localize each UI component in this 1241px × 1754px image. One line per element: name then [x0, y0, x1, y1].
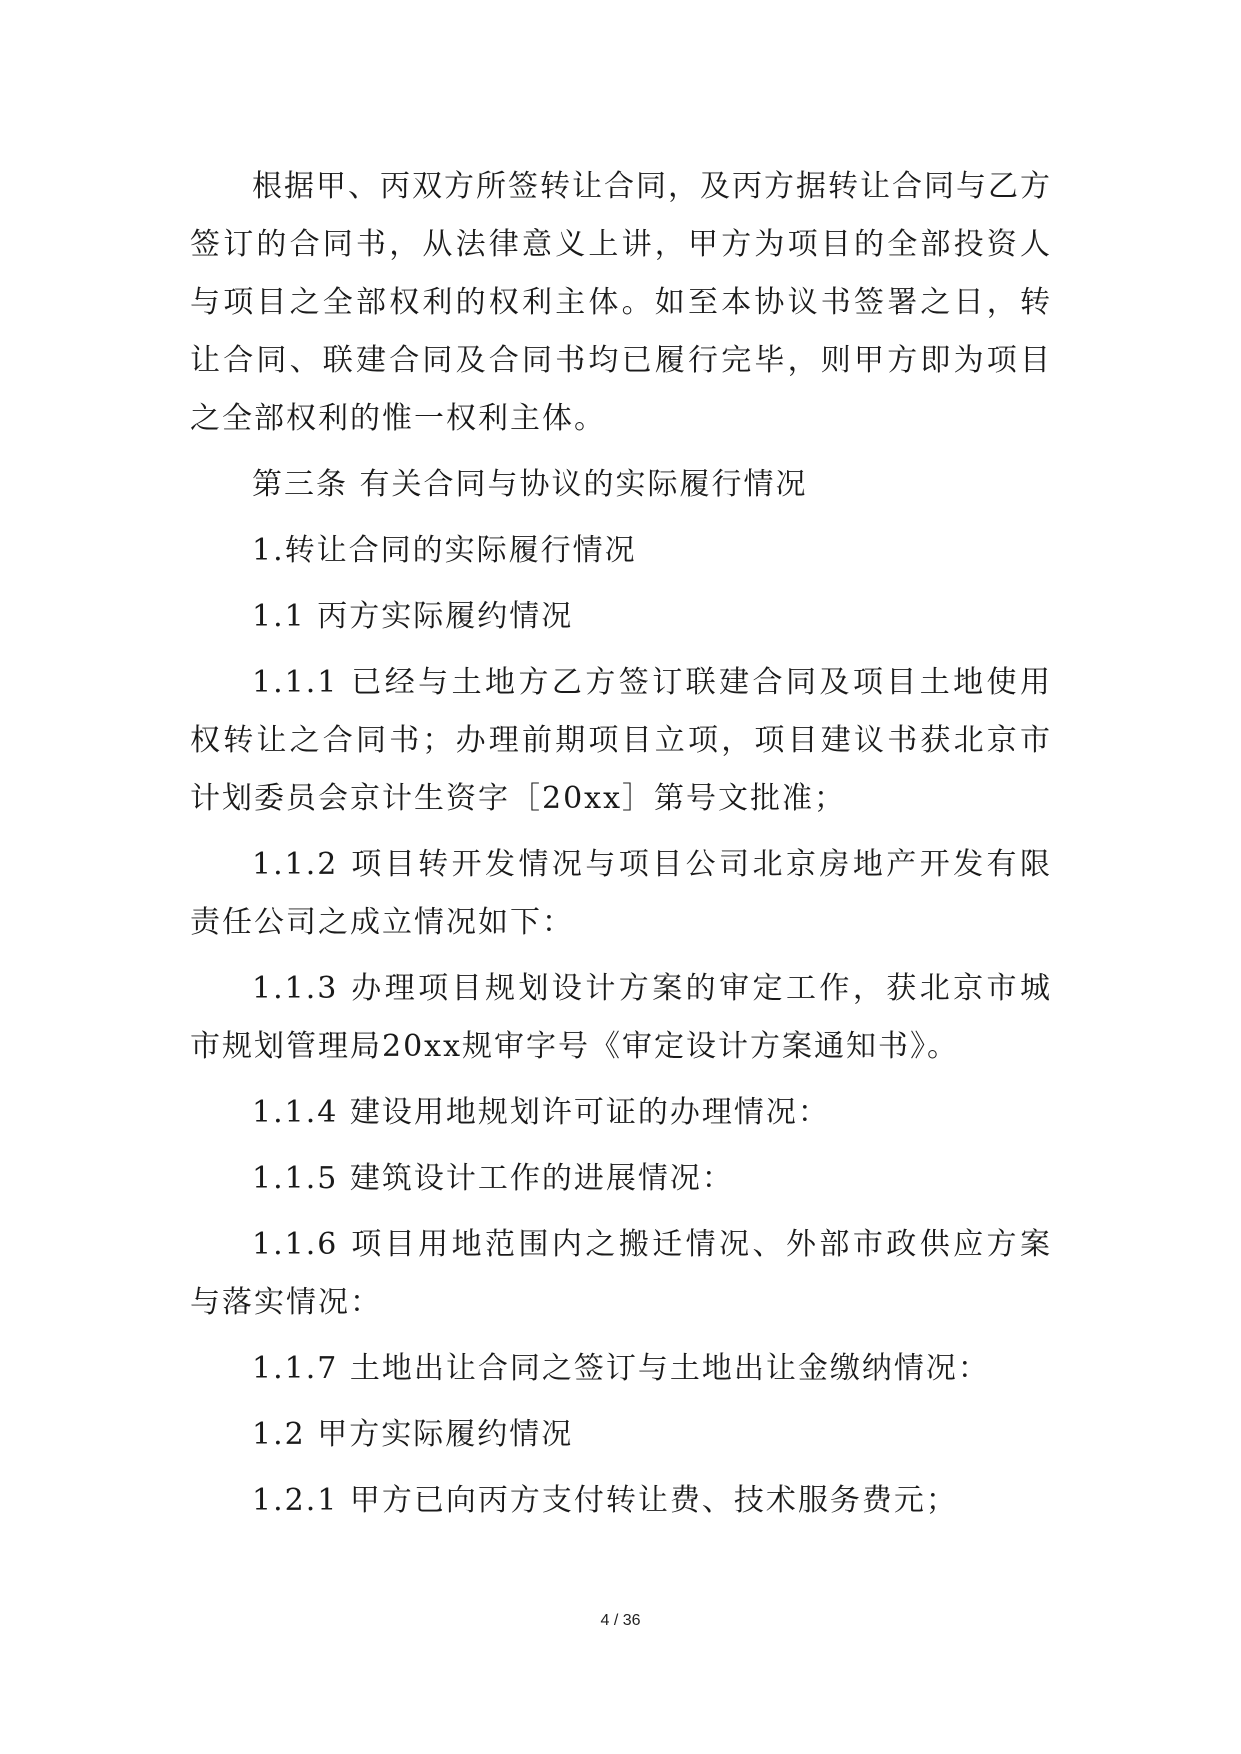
article-three-heading: 第三条 有关合同与协议的实际履行情况 [252, 467, 808, 502]
clause-1-1-5: 1.1.5 建筑设计工作的进展情况： [252, 1161, 734, 1196]
clause-1-1-1: 1.1.1 已经与土地方乙方签订联建合同及项目土地使用权转让之合同书；办理前期项目立项，项目建议书获北京市计划委员会京计生资字［20xx］第号文批准； [190, 665, 1052, 816]
page-number: 4 / 36 [600, 1612, 641, 1629]
section-1-heading: 1.转让合同的实际履行情况 [252, 533, 637, 568]
clause-1-1-3: 1.1.3 办理项目规划设计方案的审定工作，获北京市城市规划管理局20xx规审字号《审定设计方案通知书》。 [190, 971, 1052, 1064]
clause-1-2-1: 1.2.1 甲方已向丙方支付转让费、技术服务费元； [252, 1483, 958, 1518]
clause-1-1-7: 1.1.7 土地出让合同之签订与土地出让金缴纳情况： [252, 1351, 990, 1386]
section-1-1-heading: 1.1 丙方实际履约情况 [252, 599, 574, 634]
section-1-2-heading: 1.2 甲方实际履约情况 [252, 1417, 574, 1452]
clause-1-1-6: 1.1.6 项目用地范围内之搬迁情况、外部市政供应方案与落实情况： [190, 1227, 1052, 1320]
clause-1-1-4: 1.1.4 建设用地规划许可证的办理情况： [252, 1095, 830, 1130]
clause-1-1-2: 1.1.2 项目转开发情况与项目公司北京房地产开发有限责任公司之成立情况如下： [190, 847, 1052, 940]
paragraph-rights-subject: 根据甲、丙双方所签转让合同，及丙方据转让合同与乙方签订的合同书，从法律意义上讲，甲方为项目的全部投资人与项目之全部权利的权利主体。如至本协议书签署之日，转让合同、联建合同及合同书均已履行完毕，则甲方即为项目之全部权利的惟一权利主体。 [190, 169, 1052, 436]
document-body [190, 158, 1052, 1538]
